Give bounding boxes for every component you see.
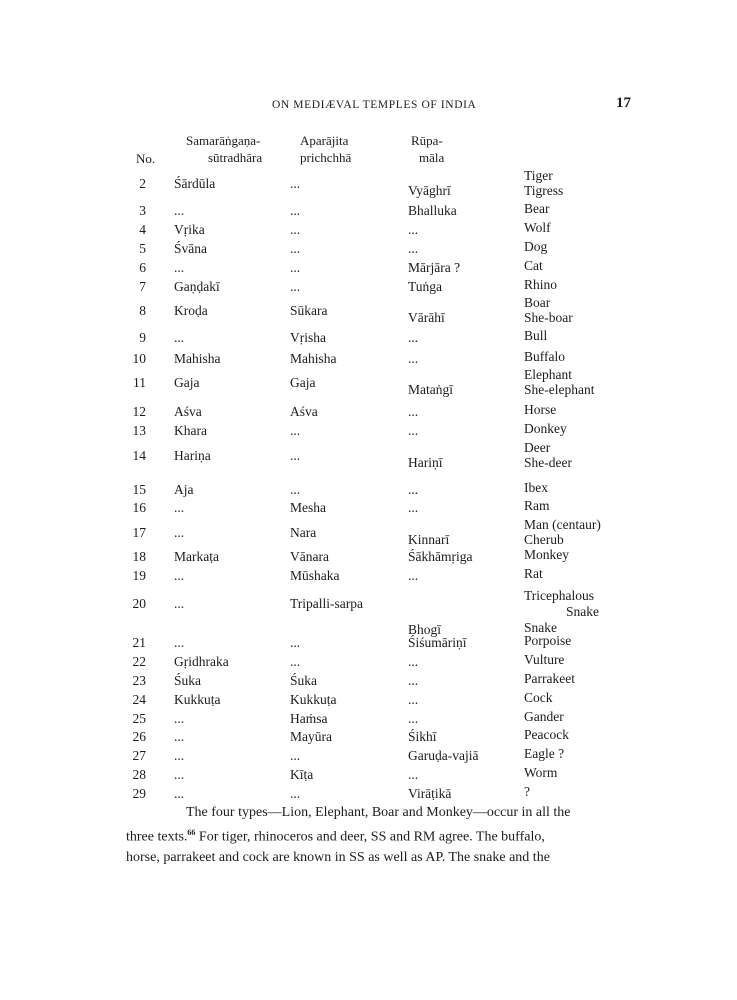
english-cell: Wolf — [524, 220, 551, 235]
samarangana-cell: ... — [174, 260, 185, 275]
aparajita-cell: ... — [290, 203, 301, 218]
header-samarangana-line1: Samarāṅgaṇa- — [186, 133, 261, 148]
english-cell: Porpoise — [524, 633, 572, 648]
rupamala-cell: Vārāhī — [408, 310, 445, 325]
paragraph-line: The four types—Lion, Elephant, Boar and Monkey—occur in all the — [186, 805, 571, 820]
rupamala-cell: Mārjāra ? — [408, 260, 461, 275]
english-cell: Vulture — [524, 652, 565, 667]
samarangana-cell: Gaja — [174, 375, 200, 390]
english-cell-female: Snake — [524, 620, 557, 635]
english-cell: Rhino — [524, 277, 558, 292]
row-number: 14 — [132, 448, 146, 463]
samarangana-cell: ... — [174, 711, 185, 726]
footnote-marker: 66 — [187, 828, 196, 837]
english-cell-continued: Snake — [566, 604, 599, 619]
rupamala-cell: ... — [408, 404, 419, 419]
rupamala-cell: ... — [408, 692, 419, 707]
row-number: 5 — [139, 241, 146, 256]
english-cell: Dog — [524, 239, 548, 254]
aparajita-cell: Aśva — [290, 404, 318, 419]
samarangana-cell: Śvāna — [174, 241, 207, 256]
body-paragraph — [126, 803, 631, 868]
english-cell: Rat — [524, 566, 543, 581]
header-no: No. — [136, 151, 156, 166]
samarangana-cell: Śārdūla — [174, 176, 216, 191]
aparajita-cell: ... — [290, 176, 301, 191]
english-cell: Tiger — [524, 168, 553, 183]
header-rupamala-line1: Rūpa- — [411, 133, 443, 148]
english-cell: Man (centaur) — [524, 517, 601, 532]
rupamala-cell: ... — [408, 568, 419, 583]
rupamala-cell: Virāṭikā — [408, 786, 452, 801]
paragraph-line: horse, parrakeet and cock are known in SS as well as AP. The snake and the — [126, 849, 550, 865]
english-cell-female: She-deer — [524, 455, 572, 470]
aparajita-cell: Mūshaka — [290, 568, 340, 583]
english-cell: Ibex — [524, 480, 548, 495]
rupamala-cell: Hariṇī — [408, 455, 443, 470]
rupamala-cell: Bhalluka — [408, 203, 457, 218]
english-cell: Elephant — [524, 367, 572, 382]
rupamala-cell: ... — [408, 654, 419, 669]
aparajita-cell: Śuka — [290, 673, 317, 688]
english-cell-female: She-boar — [524, 310, 573, 325]
rupamala-cell: ... — [408, 711, 419, 726]
row-number: 11 — [133, 375, 146, 390]
samarangana-cell: Kukkuṭa — [174, 692, 221, 707]
english-cell: Deer — [524, 440, 551, 455]
row-number: 17 — [132, 525, 146, 540]
rupamala-cell: ... — [408, 767, 419, 782]
samarangana-cell: Aśva — [174, 404, 202, 419]
samarangana-cell: Gṛidhraka — [174, 654, 229, 669]
aparajita-cell: ... — [290, 654, 301, 669]
paragraph-line — [126, 823, 631, 848]
paragraph-text: three texts. — [126, 829, 188, 845]
header-aparajita-line1: Aparājita — [300, 133, 349, 148]
row-number: 15 — [132, 482, 146, 497]
row-number: 28 — [132, 767, 146, 782]
aparajita-cell: ... — [290, 448, 301, 463]
english-cell: Tricephalous — [524, 588, 594, 603]
row-number: 6 — [139, 260, 146, 275]
header-rupamala-line2: māla — [419, 150, 445, 165]
samarangana-cell: ... — [174, 203, 185, 218]
aparajita-cell: ... — [290, 482, 301, 497]
english-cell: Cock — [524, 690, 553, 705]
rupamala-cell: ... — [408, 482, 419, 497]
samarangana-cell: Gaṇḍakī — [174, 279, 220, 294]
rupamala-cell: ... — [408, 351, 419, 366]
rupamala-cell: ... — [408, 330, 419, 345]
header-samarangana-line2: sūtradhāra — [208, 150, 263, 165]
rupamala-cell: Śikhī — [408, 729, 437, 744]
samarangana-cell: ... — [174, 596, 185, 611]
row-number: 3 — [139, 203, 146, 218]
row-number: 26 — [132, 729, 146, 744]
aparajita-cell: ... — [290, 748, 301, 763]
english-cell: Eagle ? — [524, 746, 565, 761]
aparajita-cell: Haṁsa — [290, 711, 328, 726]
aparajita-cell: ... — [290, 222, 301, 237]
row-number: 22 — [132, 654, 146, 669]
english-cell: Horse — [524, 402, 557, 417]
samarangana-cell: Khara — [174, 423, 207, 438]
page-number: 17 — [616, 95, 631, 111]
rupamala-cell: Tuṅga — [408, 279, 443, 294]
aparajita-cell: Vṛisha — [290, 330, 326, 345]
samarangana-cell: Mahisha — [174, 351, 221, 366]
paragraph-text: For tiger, rhinoceros and deer, SS and RM agree. The buffalo, — [195, 829, 545, 845]
samarangana-cell: ... — [174, 635, 185, 650]
rupamala-cell: Śākhāmṛiga — [408, 549, 473, 564]
samarangana-cell: ... — [174, 729, 185, 744]
aparajita-cell: ... — [290, 786, 301, 801]
aparajita-cell: Gaja — [290, 375, 316, 390]
rupamala-cell: Bhogī — [408, 622, 442, 637]
rupamala-cell: Mataṅgī — [408, 382, 453, 397]
aparajita-cell: Tripalli-sarpa — [290, 596, 363, 611]
rupamala-cell: Śiśumāriṇī — [408, 635, 467, 650]
samarangana-cell: Vṛika — [174, 222, 205, 237]
row-number: 29 — [132, 786, 146, 801]
running-head: ON MEDIÆVAL TEMPLES OF INDIA — [272, 99, 477, 111]
english-cell: Boar — [524, 295, 551, 310]
english-cell: Cat — [524, 258, 543, 273]
english-cell: Worm — [524, 765, 558, 780]
row-number: 24 — [132, 692, 146, 707]
samarangana-cell: Śuka — [174, 673, 201, 688]
rupamala-cell: Kinnarī — [408, 532, 450, 547]
english-cell: Donkey — [524, 421, 567, 436]
aparajita-cell: ... — [290, 260, 301, 275]
rupamala-cell: ... — [408, 241, 419, 256]
row-number: 19 — [132, 568, 146, 583]
row-number: 12 — [132, 404, 146, 419]
aparajita-cell: Sūkara — [290, 303, 328, 318]
aparajita-cell: Vānara — [290, 549, 329, 564]
row-number: 23 — [132, 673, 146, 688]
aparajita-cell: Nara — [290, 525, 317, 540]
header-aparajita-line2: prichchhā — [300, 150, 352, 165]
rupamala-cell: ... — [408, 222, 419, 237]
row-number: 27 — [132, 748, 146, 763]
row-number: 25 — [132, 711, 146, 726]
english-cell: Bear — [524, 201, 550, 216]
english-cell: Parrakeet — [524, 671, 575, 686]
samarangana-cell: Aja — [174, 482, 194, 497]
row-number: 7 — [139, 279, 146, 294]
samarangana-cell: Hariṇa — [174, 448, 211, 463]
samarangana-cell: ... — [174, 525, 185, 540]
samarangana-cell: ... — [174, 767, 185, 782]
english-cell-female: She-elephant — [524, 382, 595, 397]
rupamala-cell: ... — [408, 423, 419, 438]
row-number: 20 — [132, 596, 146, 611]
rupamala-cell: ... — [408, 673, 419, 688]
english-cell: Gander — [524, 709, 564, 724]
samarangana-cell: ... — [174, 330, 185, 345]
row-number: 21 — [132, 635, 146, 650]
english-cell: Bull — [524, 328, 548, 343]
rupamala-cell: ... — [408, 500, 419, 515]
english-cell-female: Tigress — [524, 183, 564, 198]
english-cell: Buffalo — [524, 349, 565, 364]
samarangana-cell: Markaṭa — [174, 549, 219, 564]
english-cell: Ram — [524, 498, 550, 513]
samarangana-cell: ... — [174, 568, 185, 583]
aparajita-cell: ... — [290, 279, 301, 294]
samarangana-cell: ... — [174, 786, 185, 801]
row-number: 16 — [132, 500, 146, 515]
samarangana-cell: ... — [174, 748, 185, 763]
row-number: 4 — [139, 222, 146, 237]
aparajita-cell: Mahisha — [290, 351, 337, 366]
samarangana-cell: Kroḍa — [174, 303, 208, 318]
aparajita-cell: ... — [290, 241, 301, 256]
row-number: 10 — [132, 351, 146, 366]
row-number: 18 — [132, 549, 146, 564]
aparajita-cell: Kīṭa — [290, 767, 314, 782]
aparajita-cell: ... — [290, 635, 301, 650]
english-cell: Monkey — [524, 547, 569, 562]
rupamala-cell: Garuḍa-vajiā — [408, 748, 479, 763]
row-number: 8 — [139, 303, 146, 318]
aparajita-cell: Kukkuṭa — [290, 692, 337, 707]
aparajita-cell: ... — [290, 423, 301, 438]
aparajita-cell: Mesha — [290, 500, 326, 515]
english-cell: ? — [524, 784, 530, 799]
english-cell-female: Cherub — [524, 532, 564, 547]
row-number: 9 — [139, 330, 146, 345]
row-number: 13 — [132, 423, 146, 438]
aparajita-cell: Mayūra — [290, 729, 332, 744]
rupamala-cell: Vyāghrī — [408, 183, 451, 198]
row-number: 2 — [139, 176, 146, 191]
english-cell: Peacock — [524, 727, 569, 742]
samarangana-cell: ... — [174, 500, 185, 515]
